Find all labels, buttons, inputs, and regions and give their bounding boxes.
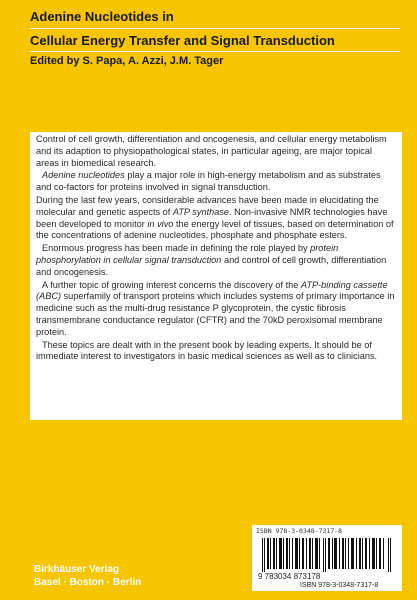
blurb-paragraph-6: These topics are dealt with in the present book by leading experts. It should be of immediate interest to investigators in basic medical sciences as well as to clinicians. xyxy=(36,339,378,362)
blurb-text-span: . Non-invasive NMR technologies have been developed to monitor xyxy=(36,206,388,229)
barcode-icon xyxy=(262,538,394,572)
blurb-text xyxy=(36,134,396,364)
blurb-emphasis: ATP synthase xyxy=(172,206,230,217)
book-title-line-2: Cellular Energy Transfer and Signal Transduction xyxy=(30,33,335,48)
isbn-text-top: ISBN 978-3-0348-7317-8 xyxy=(256,527,343,535)
barcode-number: 9 783034 873178 xyxy=(258,572,321,581)
blurb-text-span: Enormous progress has been made in defining the role played by xyxy=(42,243,311,254)
blurb-paragraph-3 xyxy=(36,195,396,242)
publisher-imprint xyxy=(34,563,141,589)
blurb-text-span: superfamily of transport proteins which includes systems of primary importance in medicine such as the multi-drug resistance P glycoprotein, the cystic fibrosis transmembrane conductance regulator (CFTR) and the 70kD peroxisomal membrane protein. xyxy=(36,291,395,337)
blurb-text-span: and control of cell growth, differentiation and oncogenesis. xyxy=(36,254,387,277)
blurb-paragraph-2 xyxy=(36,170,396,194)
blurb-emphasis: in vivo xyxy=(147,218,174,229)
blurb-emphasis: Adenine nucleotides xyxy=(42,170,125,181)
blurb-paragraph-5 xyxy=(36,280,396,339)
blurb-text-span: play a major role in high-energy metabolism and as substrates and co-factors for proteins involved in signal transduction. xyxy=(36,170,381,193)
blurb-text-span: A further topic of growing interest concerns the discovery of the xyxy=(42,279,301,290)
book-editors: Edited by S. Papa, A. Azzi, J.M. Tager xyxy=(30,55,224,67)
title-divider-1 xyxy=(30,28,400,29)
blurb-paragraph-1: Control of cell growth, differentiation and oncogenesis, and cellular energy metabolism and its adaption to physiopathological states, in particular ageing, are major topical areas in biomedical research. xyxy=(36,134,387,168)
blurb-text-span: During the last few years, considerable advances have been made in elucidating the molecular and genetic aspects of xyxy=(36,194,379,217)
blurb-emphasis: ATP-binding cassette (ABC) xyxy=(36,279,388,302)
blurb-paragraph-4 xyxy=(36,243,396,278)
isbn-text-bottom: ISBN 978-3-0348-7317-8 xyxy=(300,582,379,589)
blurb-emphasis: protein phosphorylation in cellular signal transduction xyxy=(36,243,339,265)
book-title-line-1: Adenine Nucleotides in xyxy=(30,9,174,24)
blurb-text-span: the energy level of tissues, based on determination of the concentrations of adenine nucleotides, phosphate and phosphate esters. xyxy=(36,218,394,241)
title-divider-2 xyxy=(30,51,400,52)
publisher-cities: Basel · Boston · Berlin xyxy=(34,577,142,588)
publisher-name: Birkhäuser Verlag xyxy=(34,564,120,575)
